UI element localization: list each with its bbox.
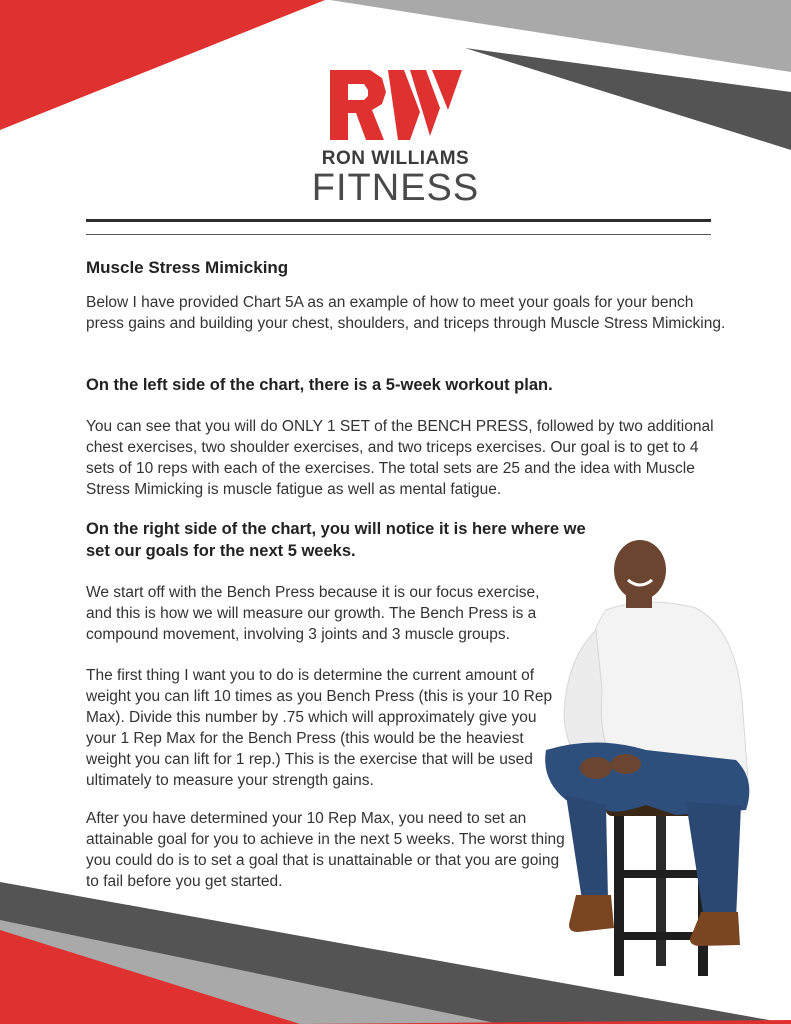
paragraph-rep-max: The first thing I want you to do is determine the current amount of weight you can lift 10 times as you Bench Press (this is your 10 Rep Max). Divide this number by .75 which will approximately give you your 1 Rep Max for the Bench Press (this would be the heaviest weight you can lift for 1 rep.) This is the exercise that will be used ultimately to measure your strength gains. — [86, 667, 553, 789]
divider-thick — [86, 219, 711, 222]
left-side-paragraph: You can see that you will do ONLY 1 SET of the BENCH PRESS, followed by two additional chest exercises, two shoulder exercises, and two triceps exercises. Our goal is to get to 4 sets of 10 reps with each of the exercises. The total sets are 25 and the idea with Muscle Stress Mimicking is muscle fatigue as well as mental fatigue. — [86, 418, 714, 498]
intro-paragraph: Below I have provided Chart 5A as an example of how to meet your goals for your bench press gains and building your chest, shoulders, and triceps through Muscle Stress Mimicking. — [86, 294, 726, 332]
brand-logo — [0, 66, 791, 209]
section-title: Muscle Stress Mimicking — [86, 258, 289, 277]
paragraph-goal: After you have determined your 10 Rep Max, you need to set an attainable goal for you to achieve in the next 5 weeks. The worst thing you could do is to set a goal that is unattainable or that you are going to fail before you get started. — [86, 810, 565, 890]
man-on-stool-photo — [536, 540, 766, 980]
paragraph-bench-press: We start off with the Bench Press because it is our focus exercise, and this is how we will measure our growth. The Bench Press is a compound movement, involving 3 joints and 3 muscle groups. — [86, 584, 540, 643]
left-side-heading: On the left side of the chart, there is a 5-week workout plan. — [86, 376, 553, 394]
brand-name: RON WILLIAMS — [321, 148, 470, 169]
divider-thin — [86, 234, 711, 235]
right-side-heading: On the right side of the chart, you will notice it is here where we set our goals for the next 5 weeks. — [86, 520, 586, 560]
rw-monogram-icon — [326, 66, 466, 144]
brand-subtitle: FITNESS — [311, 167, 480, 209]
